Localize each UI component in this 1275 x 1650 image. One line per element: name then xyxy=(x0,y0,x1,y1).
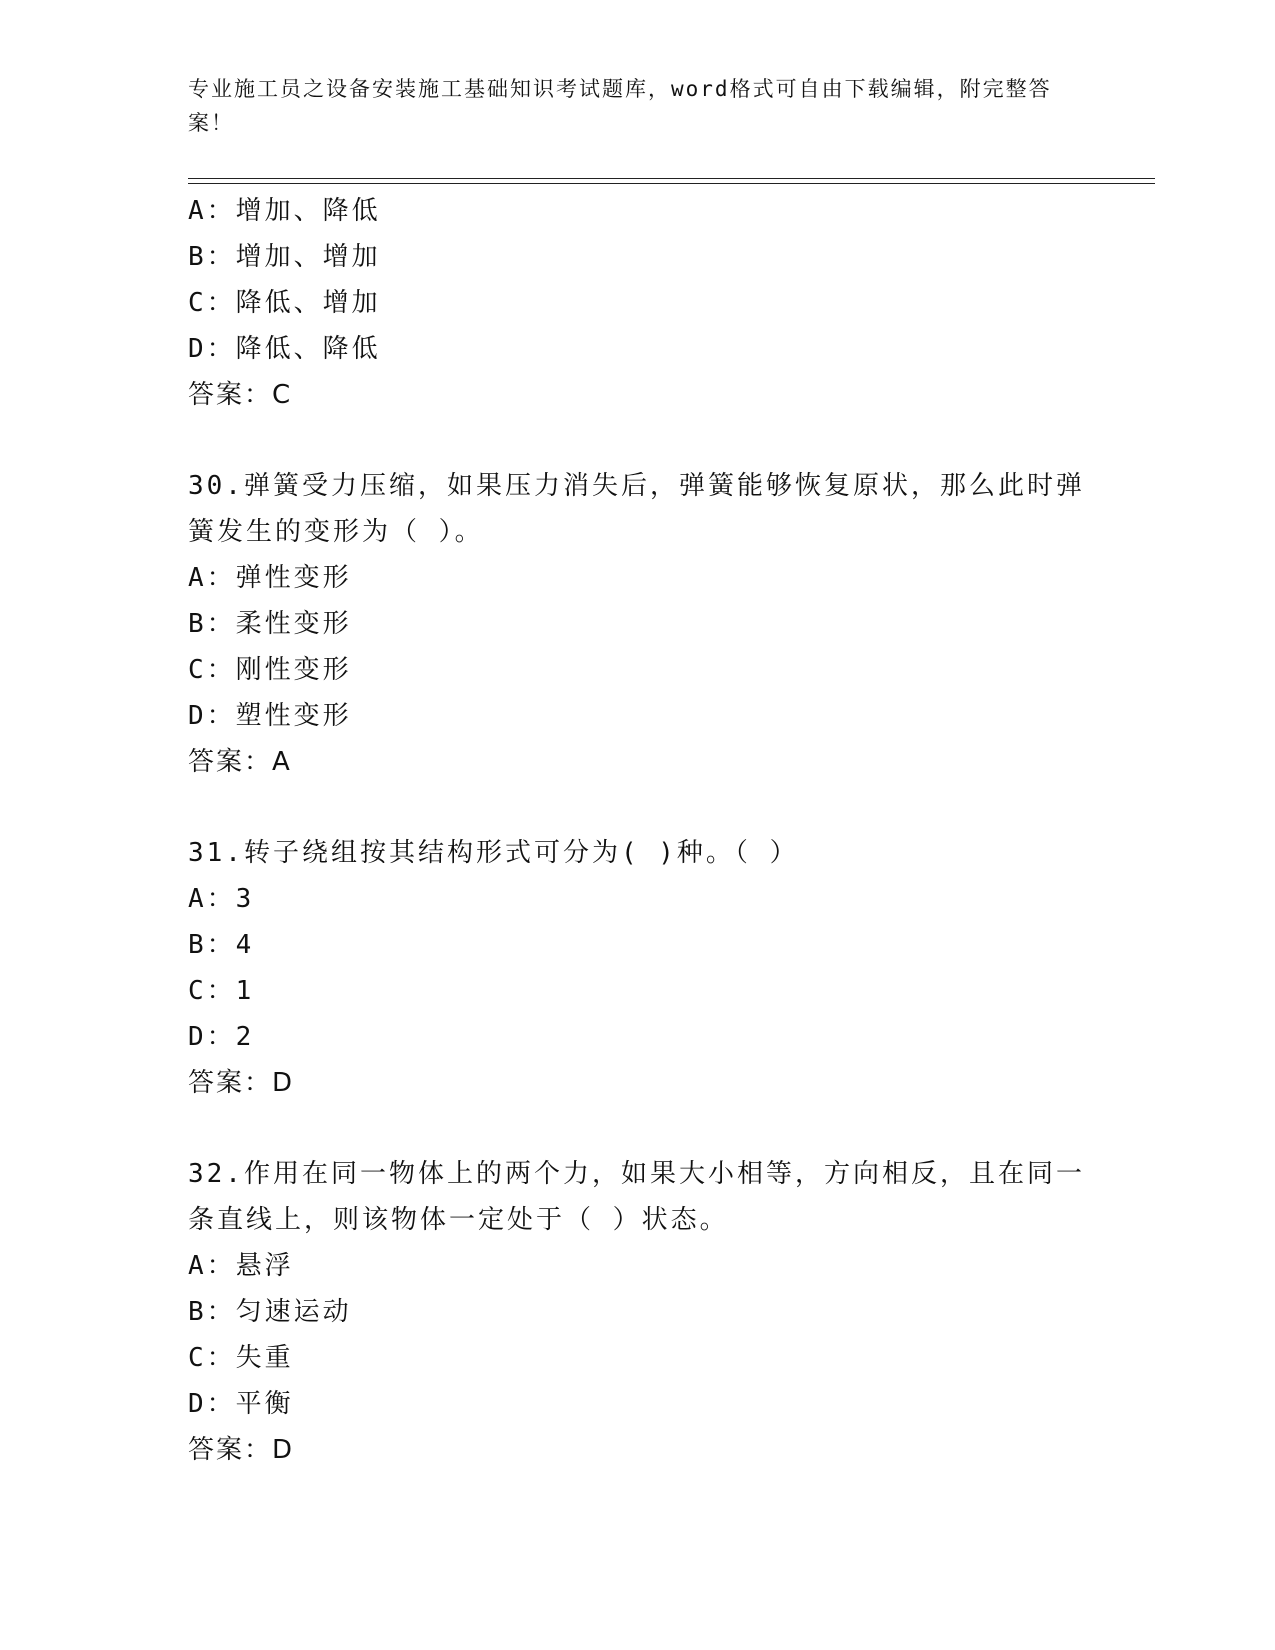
question-stem-line-1: 31.转子绕组按其结构形式可分为( )种。（ ） xyxy=(188,838,799,868)
question-stem-line-2: 条直线上，则该物体一定处于（ ）状态。 xyxy=(188,1205,729,1235)
option-a: A：3 xyxy=(188,884,255,914)
question-block-29 xyxy=(188,188,1088,418)
option-b: B：4 xyxy=(188,930,255,960)
answer-text: 答案：D xyxy=(188,1068,295,1098)
question-block-32 xyxy=(188,1151,1088,1473)
option-b: B：柔性变形 xyxy=(188,609,352,639)
option-d: D：塑性变形 xyxy=(188,701,352,731)
option-b: B：匀速运动 xyxy=(188,1297,352,1327)
question-stem-line-1: 32.作用在同一物体上的两个力，如果大小相等，方向相反，且在同一 xyxy=(188,1159,1085,1189)
header-title: 专业施工员之设备安装施工基础知识考试题库，word格式可自由下载编辑，附完整答案！ xyxy=(188,77,1052,135)
option-d: D：降低、降低 xyxy=(188,334,381,364)
option-a: A：弹性变形 xyxy=(188,563,352,593)
answer-text: 答案：C xyxy=(188,380,293,410)
header-rule-bottom xyxy=(188,183,1155,184)
option-a: A：增加、降低 xyxy=(188,196,381,226)
question-stem-line-1: 30.弹簧受力压缩，如果压力消失后，弹簧能够恢复原状，那么此时弹 xyxy=(188,471,1085,501)
option-a: A：悬浮 xyxy=(188,1251,294,1281)
option-b: B：增加、增加 xyxy=(188,242,381,272)
option-c: C：失重 xyxy=(188,1343,294,1373)
question-stem-line-2: 簧发生的变形为（ ）。 xyxy=(188,517,484,547)
option-d: D：平衡 xyxy=(188,1389,294,1419)
option-c: C：降低、增加 xyxy=(188,288,381,318)
header-rule-top xyxy=(188,178,1155,179)
option-d: D：2 xyxy=(188,1022,255,1052)
answer-text: 答案：A xyxy=(188,747,292,777)
question-block-30 xyxy=(188,463,1088,785)
answer-text: 答案：D xyxy=(188,1435,295,1465)
document-header xyxy=(188,72,1068,140)
document-body xyxy=(188,188,1088,1473)
question-block-31 xyxy=(188,830,1088,1106)
option-c: C：刚性变形 xyxy=(188,655,352,685)
option-c: C：1 xyxy=(188,976,255,1006)
